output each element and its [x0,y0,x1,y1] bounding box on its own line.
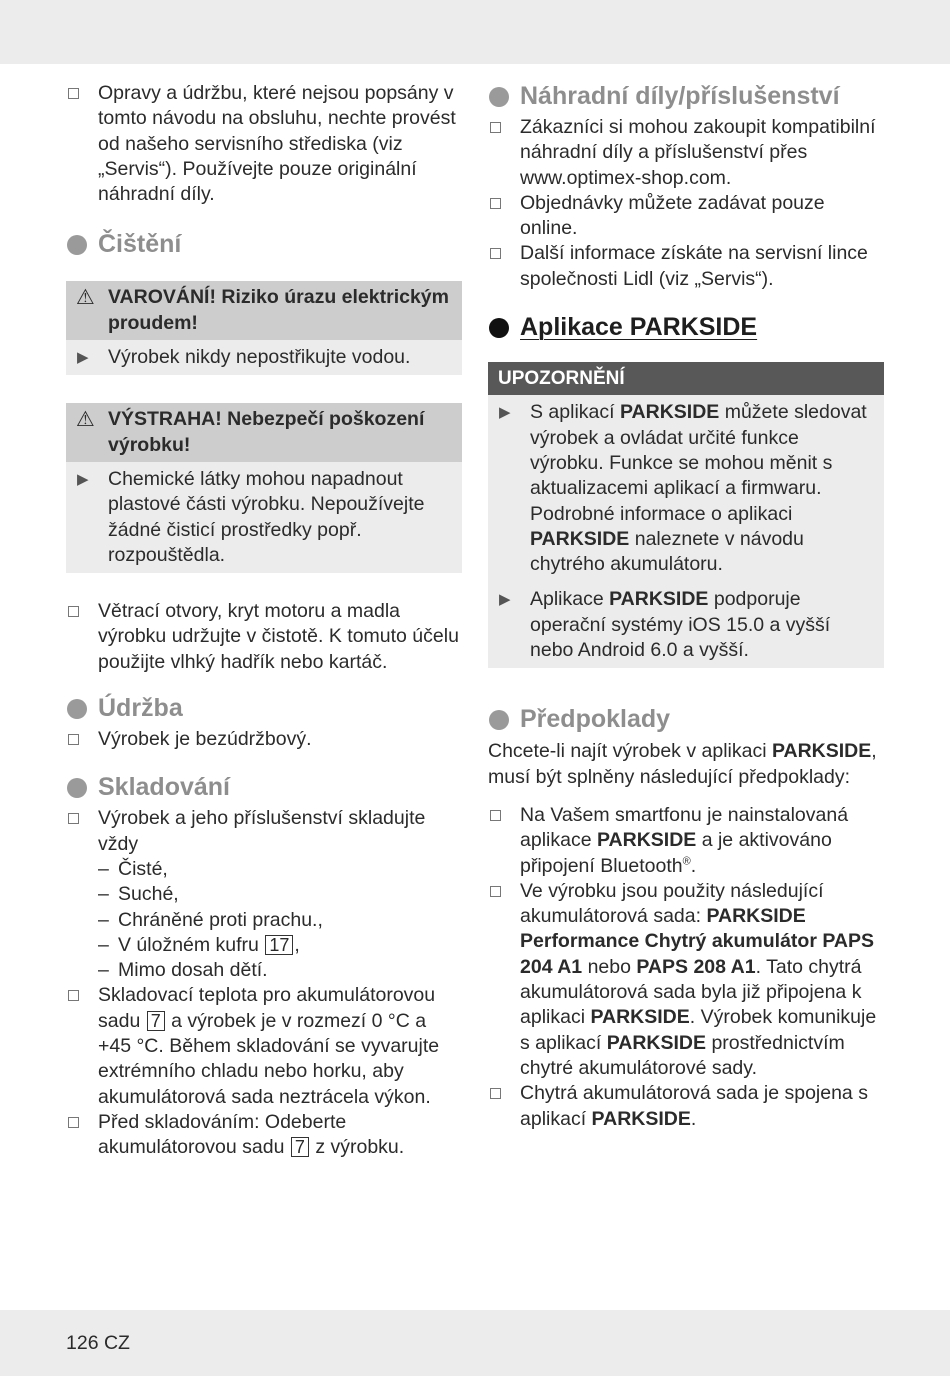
right-column [488,81,884,1132]
checkbox-square-icon [68,88,79,99]
section-title-storage [66,772,462,802]
list-item-text: . [690,854,697,877]
note-text-bold: PARKSIDE [619,401,720,424]
note-text-bold: PARKSIDE [609,588,709,611]
checkbox-square-icon [490,198,501,209]
section-title-requirements [488,704,884,734]
list-item [488,803,884,879]
list-item-text: Výrobek a jeho příslušenství skladujte vždy [98,807,426,855]
caution-text: Chemické látky mohou napadnout plastové části výrobku. Nepoužívejte žádné čisticí prostředky popř. rozpouštědla. [108,467,425,566]
checkbox-square-icon [68,990,79,1001]
warning-triangle-icon: ⚠ [76,408,95,432]
reference-number: 17 [265,935,293,955]
section-title-text: Skladování [98,773,230,802]
list-item-text: Zákazníci si mohou zakoupit kompatibilní náhradní díly a příslušenství přes www.optimex-shop.com. [520,116,876,189]
dash-item: – V úložném kufru 17 , [98,933,300,956]
list-item-text: Chytrá akumulátorová sada je spojena s aplikací [520,1082,868,1130]
warning-title: VAROVÁNÍ! Riziko úrazu elektrickým proudem! [108,286,449,334]
list-item-text: . Tato chytrá akumulátorová sada byla již připojena k aplikaci [520,955,862,1029]
arrow-right-icon: ▶ [77,349,89,367]
note-text: Aplikace [530,588,610,611]
requirements-intro [488,739,884,790]
caution-box [66,403,462,573]
list-item [488,1081,884,1132]
dash-item: – Mimo dosah dětí. [98,959,268,982]
section-title-maintenance [66,693,462,723]
reference-number: 7 [147,1011,165,1031]
list-item-text: Ve výrobku jsou použity následující akumulátorová sada: [520,879,824,928]
list-item-text-bold: PARKSIDE [596,829,697,852]
note-text: S aplikací [530,401,620,424]
caution-header [66,403,462,462]
list-item-text: Na Vašem smartfonu je nainstalovaná aplikace [520,803,849,852]
dash-text: V úložném kufru [118,933,259,956]
registered-mark: ® [682,855,691,868]
note-item [488,582,884,668]
checkbox-square-icon [68,734,79,745]
section-title-text: Náhradní díly/příslušenství [520,82,840,110]
list-item-text: Objednávky můžete zadávat pouze online. [520,191,825,240]
warning-text: Výrobek nikdy nepostřikujte vodou. [108,346,411,369]
list-item-text: z výrobku. [315,1136,405,1159]
list-item-text: Větrací otvory, kryt motoru a madla výrobku udržujte v čistotě. K tomuto účelu použijte vlhký hadřík nebo kartáč. [98,600,459,673]
section-title-text: Údržba [98,694,183,723]
page-number: 126 CZ [66,1332,130,1354]
dash-item: – Suché, [98,883,179,906]
note-text-bold: PARKSIDE [530,527,630,550]
bullet-circle-icon [67,778,87,798]
dash-text: Čisté, [118,857,168,880]
checkbox-square-icon [490,886,501,897]
list-item-text: a výrobek je v rozmezí 0 °C a +45 °C. Během skladování se vyvarujte extrémního chladu nebo horku, aby akumulátorová sada neztrácela výkon. [98,1009,440,1108]
section-title-app [488,312,884,342]
list-item [66,81,462,207]
bullet-circle-icon [67,699,87,719]
dash-text: Suché, [118,883,179,906]
dash-text: Mimo dosah dětí. [118,959,268,982]
section-title-text: Aplikace PARKSIDE [520,313,758,342]
section-title-cleaning [66,229,462,259]
paragraph-text: , musí být splněny následující předpoklady: [488,740,877,788]
dash-text: , [294,933,300,956]
list-item [488,191,884,242]
top-band [0,0,950,64]
caution-title: VÝSTRAHA! Nebezpečí poškození výrobku! [108,408,425,456]
list-item-text: Před skladováním: Odeberte akumulátorovou sadu [98,1110,347,1159]
note-item [488,395,884,582]
list-item-text: Výrobek je bezúdržbový. [98,728,312,751]
list-item [488,115,884,191]
list-item-text-bold: PARKSIDE [606,1031,707,1054]
section-title-text: Čištění [98,230,182,259]
list-item [488,241,884,292]
dash-text: Chráněné proti prachu., [118,908,323,931]
list-item-text-bold: PAPS 208 A1 [636,955,756,978]
warning-item [66,340,462,375]
dash-item: – Čisté, [98,857,168,880]
checkbox-square-icon [68,606,79,617]
list-item [66,1110,462,1161]
caution-item [66,462,462,573]
warning-triangle-icon: ⚠ [76,286,95,310]
list-item-text: Opravy a údržbu, které nejsou popsány v tomto návodu na obsluhu, nechte provést od našeho servisního střediska (viz „Servis“). Používejte pouze originální náhradní díly. [98,82,456,206]
note-box [488,362,884,668]
list-item [488,879,884,1081]
reference-number: 7 [291,1137,309,1157]
list-item-text-bold: PARKSIDE [591,1107,691,1130]
section-title-spare-parts [488,81,884,111]
section-title-text: Předpoklady [520,705,671,734]
note-header: UPOZORNĚNÍ [488,362,884,395]
list-item-text: nebo [582,955,637,978]
dash-item: – Chráněné proti prachu., [98,908,323,931]
bullet-circle-icon [67,235,87,255]
checkbox-square-icon [490,1088,501,1099]
checkbox-square-icon [490,122,501,133]
list-item-text: . Výrobek komunikuje s aplikací [520,1006,877,1054]
arrow-right-icon: ▶ [499,404,511,422]
list-item-text: Skladovací teplota pro akumulátorovou sadu [98,984,436,1032]
checkbox-square-icon [68,1117,79,1128]
note-text: podporuje operační systémy iOS 15.0 a vyšší nebo Android 6.0 a vyšší. [530,588,831,662]
bullet-circle-icon [489,710,509,730]
list-item-text: Další informace získáte na servisní lince společnosti Lidl (viz „Servis“). [520,242,868,290]
note-text: naleznete v návodu chytrého akumulátoru. [530,527,804,576]
warning-box [66,281,462,375]
list-item-text-bold: PARKSIDE [590,1006,690,1029]
checkbox-square-icon [490,248,501,259]
bullet-circle-icon [489,87,509,107]
list-item [66,727,462,752]
left-column [66,81,462,1161]
checkbox-square-icon [68,813,79,824]
list-item-text: a je aktivováno připojení Bluetooth [520,829,832,877]
list-item [66,806,462,983]
bottom-band [0,1310,950,1376]
list-item [66,599,462,675]
note-text: můžete sledovat výrobek a ovládat určité funkce výrobku. Funkce se mohou měnit s aktualizacemi aplikací a firmwaru. Podrobné informace o aplikaci [530,401,867,525]
list-item-text-bold: PARKSIDE Performance Chytrý akumulátor PAPS 204 A1 [520,905,874,978]
paragraph-text-bold: PARKSIDE [771,740,872,763]
list-item [66,983,462,1109]
arrow-right-icon: ▶ [77,470,89,488]
list-item-text: prostřednictvím chytré akumulátorové sady. [520,1031,845,1079]
bullet-circle-icon [489,318,509,338]
checkbox-square-icon [490,810,501,821]
warning-header [66,281,462,340]
list-item-text: . [690,1107,697,1130]
paragraph-text: Chcete-li najít výrobek v aplikaci [488,740,772,763]
arrow-right-icon: ▶ [499,591,511,609]
